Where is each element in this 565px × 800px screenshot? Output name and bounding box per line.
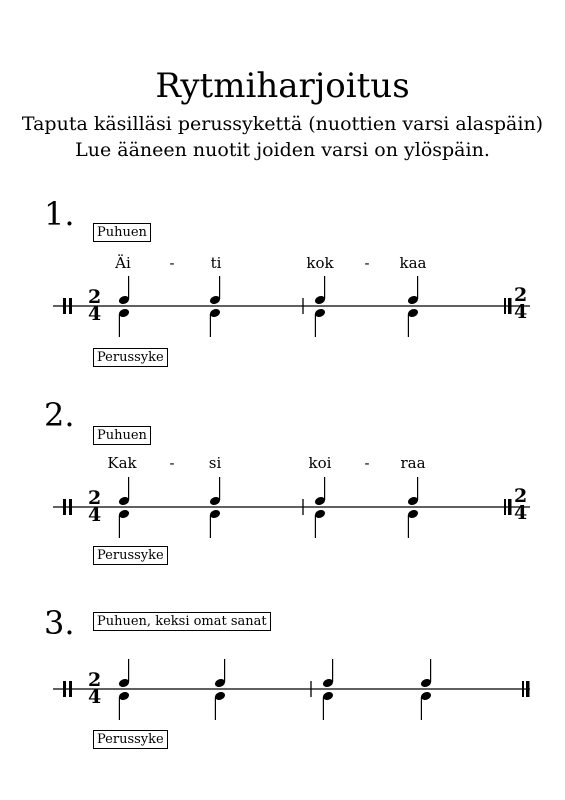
quarter-note-down xyxy=(314,308,326,337)
quarter-note-down xyxy=(209,509,221,538)
quarter-note-down xyxy=(407,308,419,337)
time-signature-bottom: 4 xyxy=(88,303,102,325)
quarter-note-up xyxy=(420,659,432,688)
upper-voice-label: Puhuen, keksi omat sanat xyxy=(93,612,271,631)
quarter-note-up xyxy=(118,659,130,688)
time-signature-bottom: 4 xyxy=(88,686,102,708)
page-title: Rytmiharjoitus xyxy=(155,66,410,106)
quarter-note-up xyxy=(209,276,221,305)
lower-voice-label: Perussyke xyxy=(93,546,168,565)
quarter-note-down xyxy=(322,691,334,720)
quarter-note-up xyxy=(407,477,419,506)
exercise-number: 1. xyxy=(44,195,75,233)
rhythm-staff xyxy=(0,270,565,340)
time-signature-top: 2 xyxy=(88,286,102,308)
quarter-note-down xyxy=(118,509,130,538)
courtesy-time-signature-bottom: 4 xyxy=(514,301,528,323)
exercise-number: 2. xyxy=(44,396,75,434)
quarter-note-up xyxy=(314,276,326,305)
courtesy-time-signature-bottom: 4 xyxy=(514,502,528,524)
lyric-syllable: Kak xyxy=(107,454,137,472)
lyric-syllable: raa xyxy=(400,454,426,472)
lyric-syllable: kok xyxy=(306,254,334,272)
lyric-syllable: Äi xyxy=(115,254,131,272)
quarter-note-up xyxy=(322,659,334,688)
lyric-hyphen: - xyxy=(169,254,175,272)
instruction-line-2: Lue ääneen nuotit joiden varsi on ylöspäin. xyxy=(75,139,490,161)
rhythm-staff xyxy=(0,471,565,541)
quarter-note-up xyxy=(214,659,226,688)
quarter-note-up xyxy=(209,477,221,506)
upper-voice-label: Puhuen xyxy=(93,223,151,242)
lyric-hyphen: - xyxy=(364,454,370,472)
quarter-note-down xyxy=(214,691,226,720)
time-signature-bottom: 4 xyxy=(88,504,102,526)
instruction-line-1: Taputa käsilläsi perussykettä (nuottien varsi alaspäin) xyxy=(21,113,544,135)
quarter-note-up xyxy=(407,276,419,305)
lyric-hyphen: - xyxy=(364,254,370,272)
lyric-syllable: koi xyxy=(308,454,332,472)
lyric-syllable: ti xyxy=(210,254,222,272)
quarter-note-up xyxy=(314,477,326,506)
exercise-number: 3. xyxy=(44,604,75,642)
time-signature-top: 2 xyxy=(88,669,102,691)
rhythm-staff xyxy=(0,653,565,723)
lower-voice-label: Perussyke xyxy=(93,348,168,367)
courtesy-time-signature-top: 2 xyxy=(514,485,528,507)
lyric-syllable: si xyxy=(208,454,222,472)
quarter-note-down xyxy=(420,691,432,720)
lyric-syllable: kaa xyxy=(399,254,427,272)
courtesy-time-signature-top: 2 xyxy=(514,284,528,306)
lyric-hyphen: - xyxy=(169,454,175,472)
quarter-note-down xyxy=(118,308,130,337)
quarter-note-up xyxy=(118,276,130,305)
quarter-note-down xyxy=(118,691,130,720)
quarter-note-down xyxy=(209,308,221,337)
quarter-note-down xyxy=(314,509,326,538)
quarter-note-down xyxy=(407,509,419,538)
quarter-note-up xyxy=(118,477,130,506)
time-signature-top: 2 xyxy=(88,487,102,509)
upper-voice-label: Puhuen xyxy=(93,426,151,445)
lower-voice-label: Perussyke xyxy=(93,730,168,749)
